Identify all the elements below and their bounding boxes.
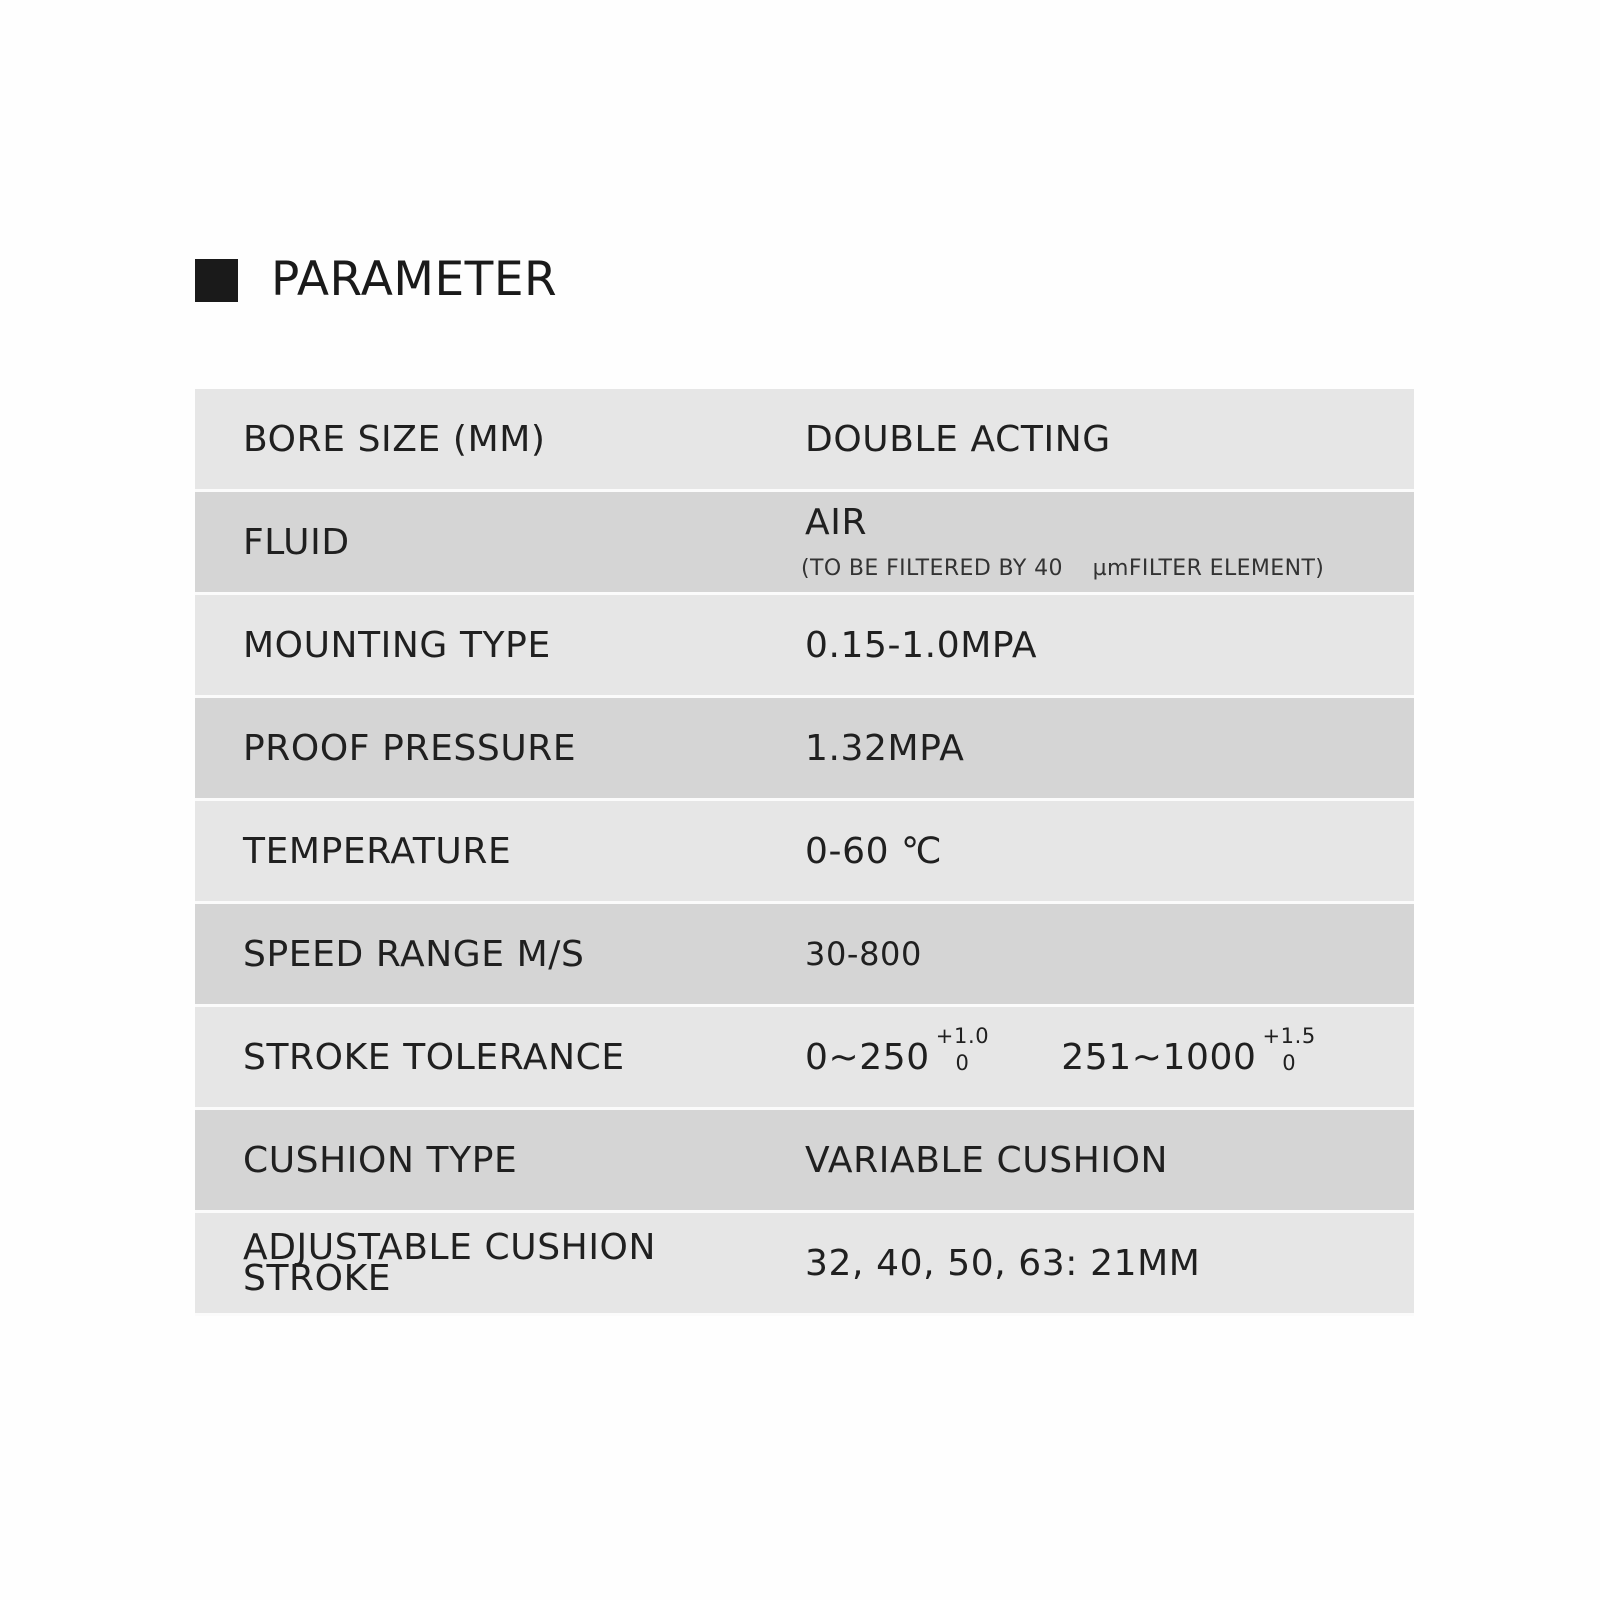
table-row (195, 1007, 1414, 1110)
stroke-tolerance (805, 1024, 1316, 1078)
row-label: PROOF PRESSURE (243, 727, 577, 769)
tolerance-upper: +1.0 (935, 1024, 990, 1048)
row-value-text: 0.15-1.0MPA (805, 624, 1038, 666)
row-value-text: AIR (805, 502, 868, 543)
row-value-text: 0-60 ℃ (805, 830, 943, 872)
row-value-note: (TO BE FILTERED BY 40 µmFILTER ELEMENT) (801, 556, 1325, 581)
table-row (195, 1110, 1414, 1213)
row-value-text: VARIABLE CUSHION (805, 1139, 1169, 1181)
row-value (805, 801, 942, 901)
tolerance-limits (1262, 1023, 1315, 1077)
page-title: PARAMETER (271, 252, 558, 307)
row-value-text: 1.32MPA (805, 727, 965, 769)
row-value (805, 904, 922, 1004)
tolerance-range: 0~250 (805, 1036, 930, 1078)
row-value-text: 32, 40, 50, 63: 21MM (805, 1242, 1201, 1284)
row-label: SPEED RANGE M/S (243, 933, 585, 975)
tolerance-limits (936, 1023, 989, 1077)
row-label: MOUNTING TYPE (243, 624, 551, 666)
row-value (801, 492, 1325, 592)
table-row (195, 1213, 1414, 1316)
row-label: FLUID (243, 521, 350, 563)
table-row (195, 904, 1414, 1007)
table-row (195, 698, 1414, 801)
row-label: BORE SIZE (MM) (243, 418, 546, 460)
table-row (195, 801, 1414, 904)
row-value (805, 595, 1037, 695)
square-bullet-icon (195, 259, 238, 302)
row-label: TEMPERATURE (243, 830, 512, 872)
tolerance-item (1061, 1024, 1316, 1078)
tolerance-item (805, 1024, 990, 1078)
row-value (805, 698, 964, 798)
table-row (195, 389, 1414, 492)
row-label: CUSHION TYPE (243, 1139, 518, 1181)
row-value (805, 1110, 1168, 1210)
tolerance-lower: 0 (1282, 1051, 1297, 1075)
row-value (805, 1213, 1200, 1313)
row-label: STROKE TOLERANCE (243, 1036, 625, 1078)
tolerance-range: 251~1000 (1061, 1036, 1257, 1078)
row-value (805, 389, 1111, 489)
row-value-text: DOUBLE ACTING (805, 418, 1111, 460)
row-value-text: 30-800 (805, 935, 922, 973)
table-row (195, 595, 1414, 698)
section-heading (195, 250, 557, 310)
tolerance-upper: +1.5 (1262, 1024, 1316, 1048)
row-label: ADJUSTABLE CUSHION STROKE (243, 1227, 657, 1299)
tolerance-lower: 0 (955, 1051, 970, 1075)
row-value (805, 1007, 1316, 1107)
parameter-table (195, 389, 1414, 1316)
table-row (195, 492, 1414, 595)
